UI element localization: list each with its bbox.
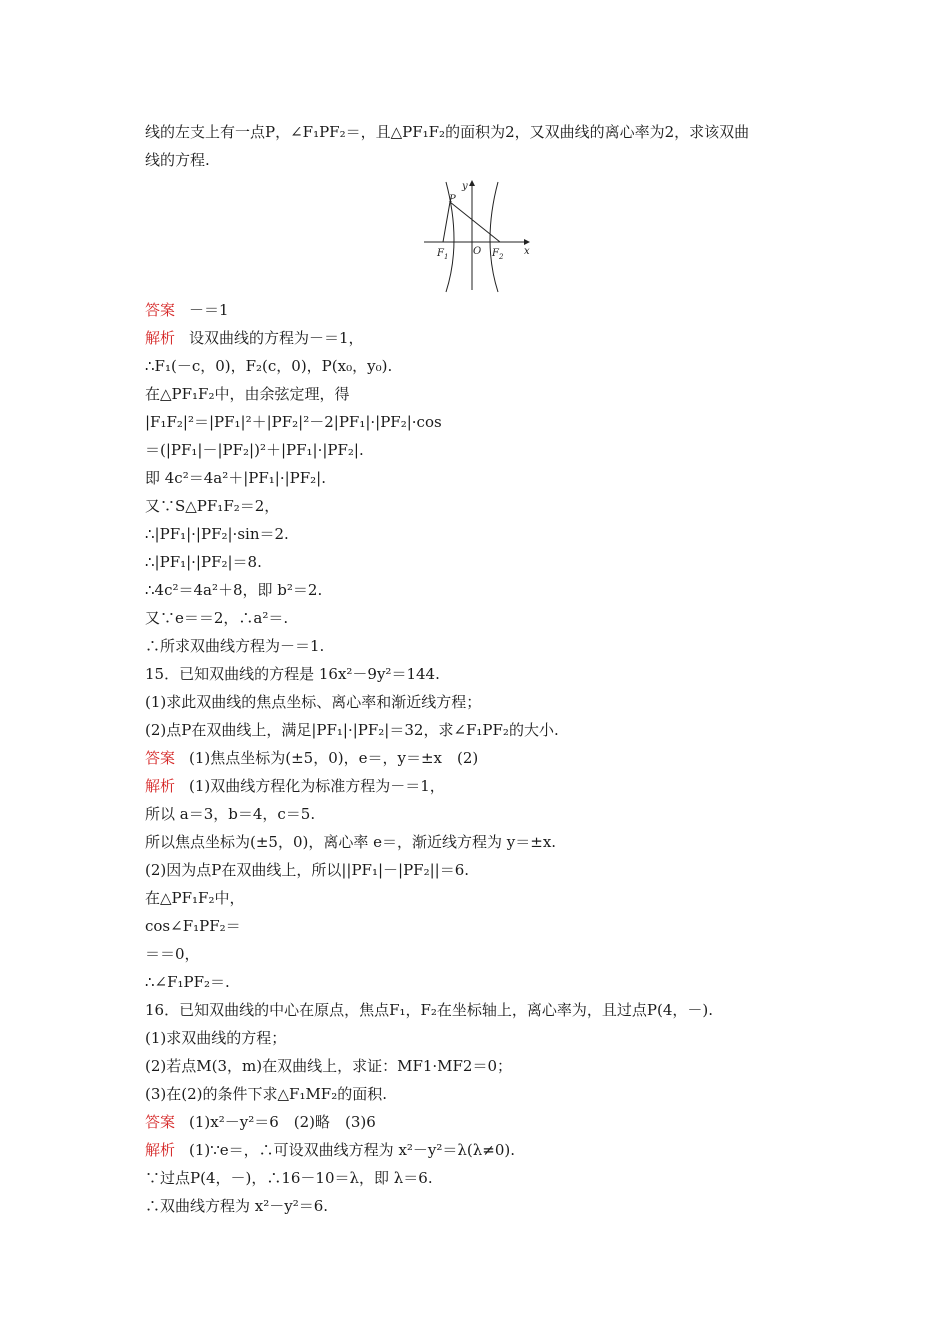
line-text: 16．已知双曲线的中心在原点，焦点F₁，F₂在坐标轴上，离心率为，且过点P(4，－). (145, 1001, 714, 1019)
analysis-label: 解析 (145, 777, 176, 795)
line-text: 在△PF₁F₂中， (145, 889, 245, 907)
text-line (145, 408, 825, 436)
text-line (145, 576, 825, 604)
analysis-label: 解析 (145, 1141, 176, 1159)
text-line (145, 380, 825, 408)
answer-label: 答案 (145, 301, 176, 319)
text-line (145, 324, 825, 352)
text-line (145, 1108, 825, 1136)
answer-label: 答案 (145, 1113, 176, 1131)
text-line (145, 660, 825, 688)
text-line (145, 744, 825, 772)
line-text: ∴|PF₁|·|PF₂|·sin＝2. (145, 525, 289, 543)
text-line (145, 520, 825, 548)
line-text: 所以焦点坐标为(±5，0)，离心率 e＝，渐近线方程为 y＝±x. (145, 833, 557, 851)
x-axis-arrow (524, 239, 530, 245)
text-line (145, 492, 825, 520)
line-text: (2)若点M(3，m)在双曲线上，求证：MF1·MF2＝0； (145, 1057, 513, 1075)
line-text: ∴F₁(－c，0)，F₂(c，0)，P(x₀，y₀). (145, 357, 393, 375)
y-axis-arrow (469, 180, 475, 186)
text-line (145, 548, 825, 576)
analysis-label: 解析 (145, 329, 176, 347)
line-text: 即 4c²＝4a²＋|PF₁|·|PF₂|. (145, 469, 327, 487)
problem-intro (145, 118, 825, 174)
line-text: (1)双曲线方程化为标准方程为－＝1， (189, 777, 445, 795)
intro-line-1: 线的左支上有一点P，∠F₁PF₂＝，且△PF₁F₂的面积为2，又双曲线的离心率为2，求该双曲 (145, 123, 750, 141)
line-text: 又∵S△PF₁F₂＝2， (145, 497, 280, 515)
line-text: (1)求双曲线的方程； (145, 1029, 287, 1047)
segment-pf1 (443, 202, 450, 242)
text-line (145, 352, 825, 380)
line-text: (3)在(2)的条件下求△F₁MF₂的面积. (145, 1085, 388, 1103)
line-text: (1)求此双曲线的焦点坐标、离心率和渐近线方程； (145, 693, 482, 711)
text-line (145, 604, 825, 632)
line-text: ∴4c²＝4a²＋8，即 b²＝2. (145, 581, 323, 599)
line-text: ∴双曲线方程为 x²－y²＝6. (145, 1197, 329, 1215)
text-line (145, 1080, 825, 1108)
text-line (145, 912, 825, 940)
text-line (145, 996, 825, 1024)
line-text: |F₁F₂|²＝|PF₁|²＋|PF₂|²－2|PF₁|·|PF₂|·cos (145, 413, 442, 431)
label-x: x (524, 246, 530, 257)
line-text: ∵过点P(4，－)，∴16－10＝λ，即 λ＝6. (145, 1169, 433, 1187)
line-text: 15．已知双曲线的方程是 16x²－9y²＝144. (145, 665, 440, 683)
label-y: y (462, 181, 468, 192)
text-line (145, 632, 825, 660)
text-line (145, 688, 825, 716)
text-line (145, 828, 825, 856)
solution-body (145, 296, 825, 1220)
answer-label: 答案 (145, 749, 176, 767)
line-text: ∴所求双曲线方程为－＝1. (145, 637, 325, 655)
text-line (145, 1136, 825, 1164)
hyperbola-figure (420, 178, 532, 294)
hyperbola-diagram (420, 178, 532, 294)
text-line (145, 1024, 825, 1052)
text-line (145, 800, 825, 828)
line-text: ∴∠F₁PF₂＝. (145, 973, 230, 991)
text-line (145, 856, 825, 884)
intro-line-2: 线的方程. (145, 151, 210, 169)
line-text: (2)因为点P在双曲线上，所以||PF₁|－|PF₂||＝6. (145, 861, 470, 879)
text-line (145, 772, 825, 800)
line-text: (1)∵e＝，∴可设双曲线方程为 x²－y²＝λ(λ≠0). (189, 1141, 516, 1159)
line-text: ＝＝0， (145, 945, 200, 963)
label-o: O (473, 246, 482, 257)
text-line (145, 296, 825, 324)
line-text: 在△PF₁F₂中，由余弦定理，得 (145, 385, 350, 403)
line-text: (2)点P在双曲线上，满足|PF₁|·|PF₂|＝32，求∠F₁PF₂的大小. (145, 721, 559, 739)
text-line (145, 1192, 825, 1220)
line-text: －＝1 (189, 301, 229, 319)
label-f1: $F_1$ (437, 248, 449, 261)
text-line (145, 716, 825, 744)
line-text: ＝(|PF₁|－|PF₂|)²＋|PF₁|·|PF₂|. (145, 441, 364, 459)
text-line (145, 464, 825, 492)
label-p: P (449, 194, 456, 205)
line-text: 又∵e＝＝2，∴a²＝. (145, 609, 289, 627)
line-text: 所以 a＝3，b＝4，c＝5. (145, 805, 316, 823)
text-line (145, 968, 825, 996)
line-text: (1)x²－y²＝6 (2)略 (3)6 (189, 1113, 376, 1131)
text-line (145, 940, 825, 968)
line-text: ∴|PF₁|·|PF₂|＝8. (145, 553, 262, 571)
text-line (145, 1052, 825, 1080)
line-text: cos∠F₁PF₂＝ (145, 917, 241, 935)
text-line (145, 436, 825, 464)
line-text: (1)焦点坐标为(±5，0)，e＝，y＝±x (2) (189, 749, 479, 767)
label-f2: $F_2$ (492, 248, 504, 261)
text-line (145, 884, 825, 912)
text-line (145, 1164, 825, 1192)
line-text: 设双曲线的方程为－＝1， (189, 329, 364, 347)
